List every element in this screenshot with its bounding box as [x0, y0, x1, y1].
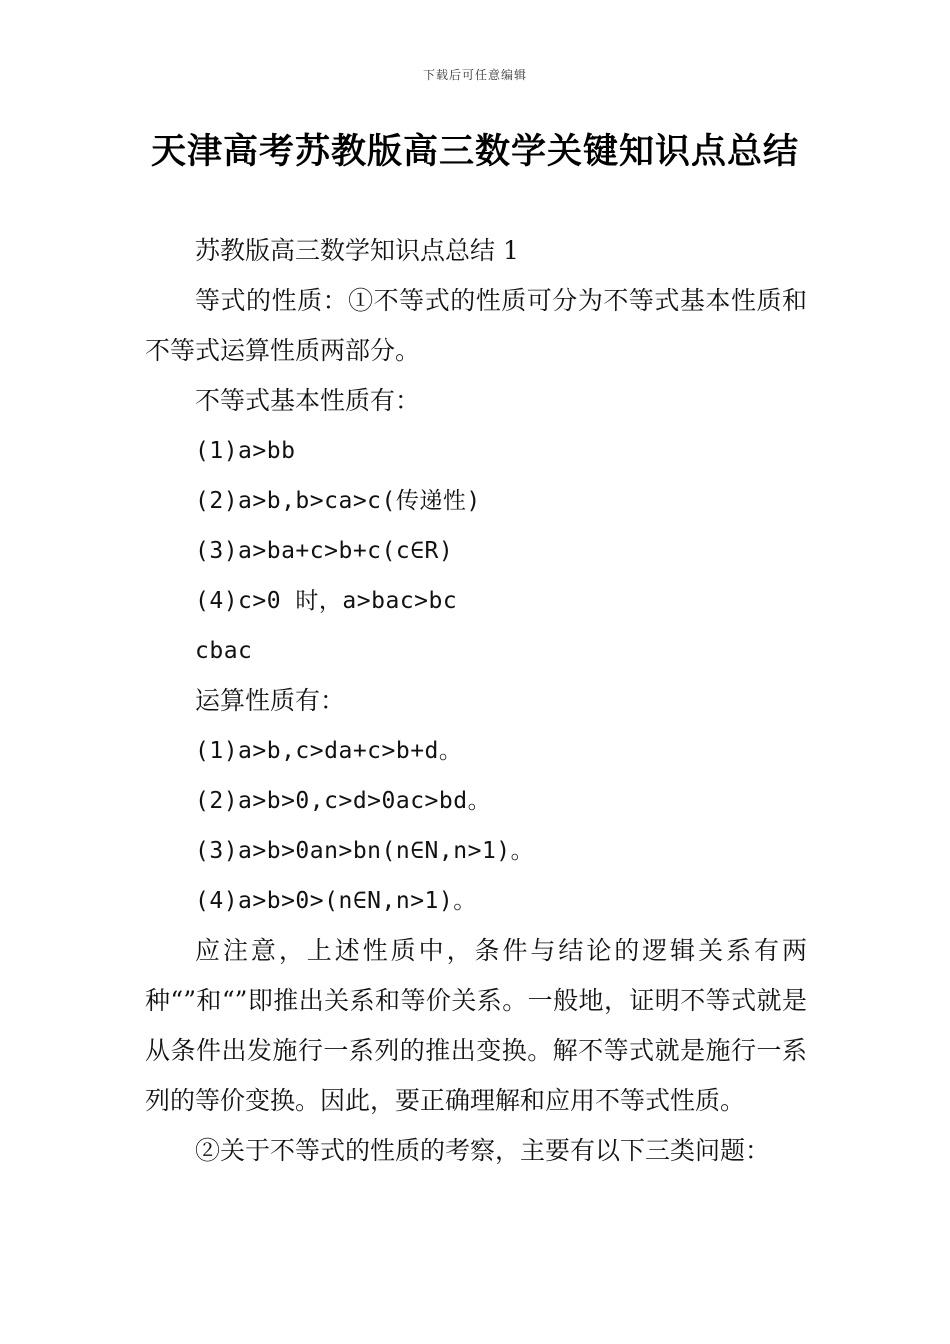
paragraph: 运算性质有： [195, 686, 346, 715]
paragraph: 不等式基本性质有： [195, 386, 421, 415]
paragraph: (4)c>0 时，a>bac>bc [195, 588, 458, 614]
header-note: 下载后可任意编辑 [422, 68, 527, 82]
document-title: 天津高考苏教版高三数学关键知识点总结 [150, 132, 799, 172]
paragraph: (1)a>bb [195, 438, 296, 464]
paragraph: (2)a>b>0,c>d>0ac>bd。 [195, 788, 492, 814]
paragraph: (1)a>b,c>da+c>b+d。 [195, 738, 463, 764]
paragraph: ②关于不等式的性质的考察，主要有以下三类问题： [195, 1136, 771, 1165]
paragraph: cbac [195, 638, 253, 664]
paragraph: (3)a>b>0an>bn(n∈N,n>1)。 [195, 838, 535, 864]
paragraph: 等式的性质：①不等式的性质可分为不等式基本性质和不等式运算性质两部分。 [145, 286, 807, 365]
paragraph: (3)a>ba+c>b+c(c∈R) [195, 538, 454, 564]
paragraph: 应注意，上述性质中，条件与结论的逻辑关系有两种“”和“”即推出关系和等价关系。一般地，证明不等式就是从条件出发施行一系列的推出变换。解不等式就是施行一系列的等价变换。因此，要正确理解和应用不等式性质。 [145, 936, 807, 1115]
document-body [145, 226, 807, 1176]
paragraph: 苏教版高三数学知识点总结 1 [195, 236, 519, 265]
paragraph: (4)a>b>0>(n∈N,n>1)。 [195, 888, 477, 914]
paragraph: (2)a>b,b>ca>c(传递性) [195, 488, 481, 514]
